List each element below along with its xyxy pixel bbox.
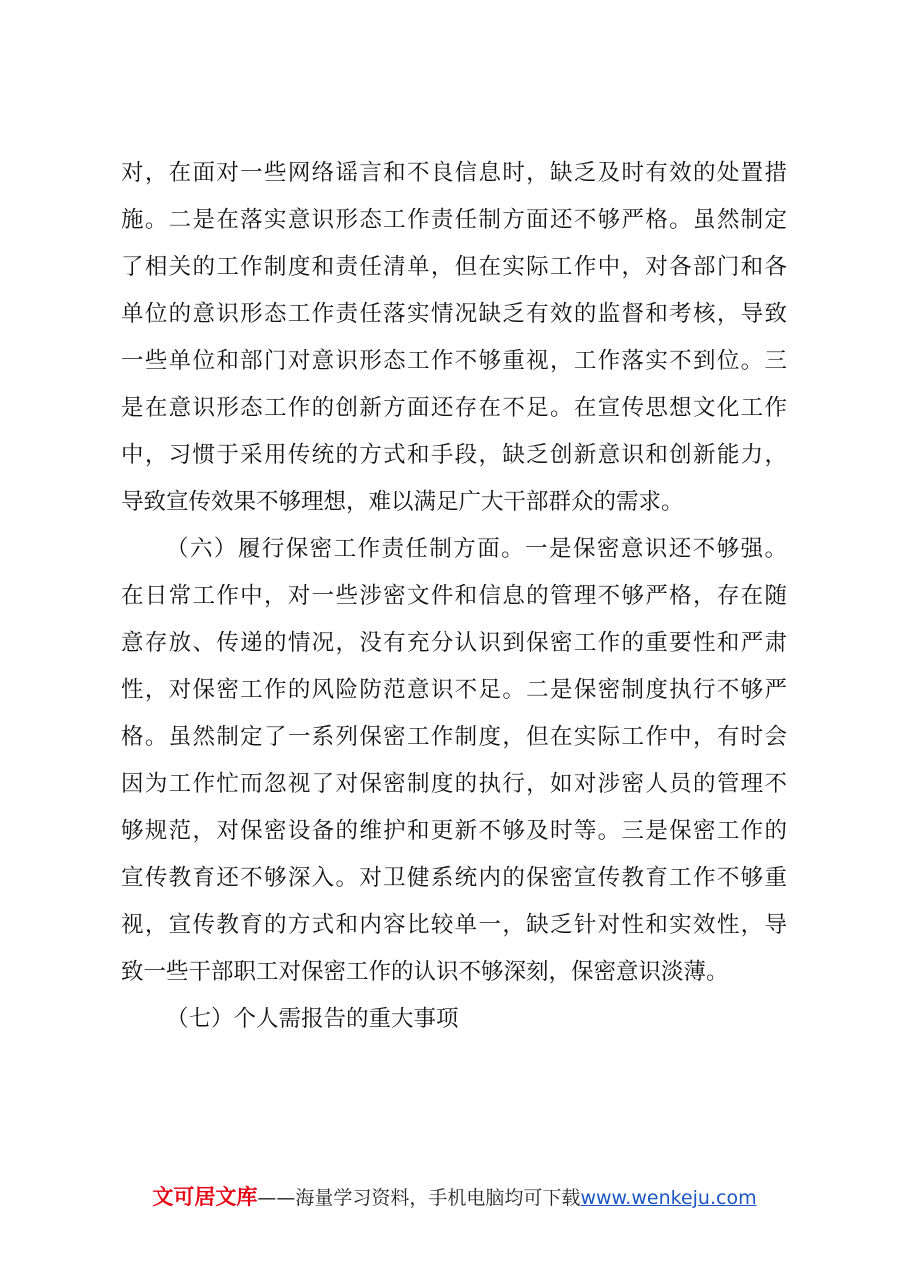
text-line-content: 够规范，对保密设备的维护和更新不够及时等。三是保密工作的 (121, 818, 787, 844)
text-line (121, 385, 787, 432)
text-line-content: 在日常工作中，对一些涉密文件和信息的管理不够严格，存在随 (121, 583, 787, 609)
text-line (121, 573, 787, 620)
footer-brand: 文可居文库 (152, 1185, 258, 1209)
footer-link[interactable]: www.wenkeju.com (580, 1187, 757, 1209)
section-six-first-line (121, 526, 787, 573)
footer-slogan: ——海量学习资料，手机电脑均可下载 (257, 1187, 581, 1209)
text-line (121, 667, 787, 714)
text-line-content: 施。二是在落实意识形态工作责任制方面还不够严格。虽然制定 (121, 207, 787, 233)
text-line (121, 761, 787, 808)
text-line-content: 格。虽然制定了一系列保密工作制度，但在实际工作中，有时会 (121, 724, 787, 750)
text-line (121, 244, 787, 291)
text-line-content: 是在意识形态工作的创新方面还存在不足。在宣传思想文化工作 (121, 395, 787, 421)
text-line-content: 因为工作忙而忽视了对保密制度的执行，如对涉密人员的管理不 (121, 771, 787, 797)
text-line (121, 291, 787, 338)
text-line (121, 855, 787, 902)
text-line-content: 中，习惯于采用传统的方式和手段，缺乏创新意识和创新能力， (121, 442, 787, 468)
text-line-content: 对，在面对一些网络谣言和不良信息时，缺乏及时有效的处置措 (121, 160, 787, 186)
footer-banner (0, 1184, 909, 1211)
text-line-content: 视，宣传教育的方式和内容比较单一，缺乏针对性和实效性，导 (121, 912, 787, 938)
text-line-content: 导致宣传效果不够理想，难以满足广大干部群众的需求。 (121, 489, 684, 515)
text-line-content: 性，对保密工作的风险防范意识不足。二是保密制度执行不够严 (121, 677, 787, 703)
text-line (121, 150, 787, 197)
text-line-content: 宣传教育还不够深入。对卫健系统内的保密宣传教育工作不够重 (121, 865, 787, 891)
text-line-content: （六）履行保密工作责任制方面。一是保密意识还不够强。 (166, 536, 787, 562)
text-line-content: 了相关的工作制度和责任清单，但在实际工作中，对各部门和各 (121, 254, 787, 280)
text-line (121, 432, 787, 479)
text-line-content: （七）个人需报告的重大事项 (166, 1006, 459, 1032)
text-line (121, 714, 787, 761)
text-line-content: 致一些干部职工对保密工作的认识不够深刻，保密意识淡薄。 (121, 959, 729, 985)
text-line (121, 620, 787, 667)
paragraph-last-line (121, 479, 787, 526)
text-line (121, 902, 787, 949)
document-body (121, 150, 787, 1043)
text-line (121, 197, 787, 244)
section-seven-heading (121, 996, 787, 1043)
text-line (121, 808, 787, 855)
text-line-content: 单位的意识形态工作责任落实情况缺乏有效的监督和考核，导致 (121, 301, 787, 327)
paragraph-last-line (121, 949, 787, 996)
text-line-content: 一些单位和部门对意识形态工作不够重视，工作落实不到位。三 (121, 348, 787, 374)
text-line (121, 338, 787, 385)
text-line-content: 意存放、传递的情况，没有充分认识到保密工作的重要性和严肃 (121, 630, 787, 656)
